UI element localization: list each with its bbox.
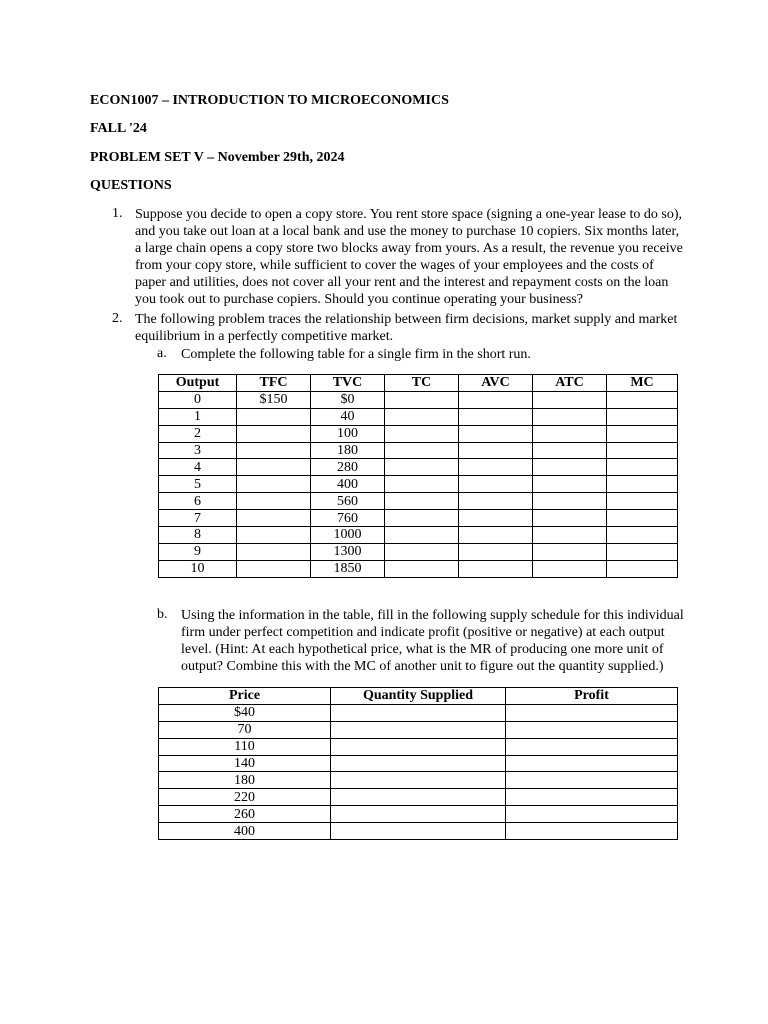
part-b-marker: b. <box>157 607 168 622</box>
question-2-number: 2. <box>112 311 123 326</box>
cost-table-body <box>159 391 678 577</box>
table-cell: 9 <box>159 543 237 560</box>
supply-table <box>158 687 678 840</box>
table-cell <box>607 510 678 527</box>
course-title: ECON1007 – INTRODUCTION TO MICROECONOMICS <box>90 93 449 108</box>
table-cell <box>459 543 533 560</box>
table-cell: $0 <box>311 391 385 408</box>
supply-table-row <box>159 823 678 840</box>
table-cell <box>459 493 533 510</box>
col-header-tc: TC <box>385 375 459 392</box>
table-cell <box>331 738 506 755</box>
table-cell <box>506 772 678 789</box>
table-cell: 1000 <box>311 527 385 544</box>
table-cell: 70 <box>159 721 331 738</box>
table-cell: 280 <box>311 459 385 476</box>
table-cell <box>533 408 607 425</box>
col-header-avc: AVC <box>459 375 533 392</box>
table-cell: 0 <box>159 391 237 408</box>
table-cell: 180 <box>311 442 385 459</box>
supply-table-row <box>159 738 678 755</box>
supply-table-header-row <box>159 688 678 705</box>
table-cell <box>331 823 506 840</box>
question-1-line: from your copy store, while sufficient to cover the wages of your employees and the costs of <box>135 258 654 273</box>
table-cell: 400 <box>311 476 385 493</box>
supply-table-row <box>159 721 678 738</box>
table-cell <box>506 755 678 772</box>
cost-table-row <box>159 543 678 560</box>
problem-set-title: PROBLEM SET V – November 29th, 2024 <box>90 150 345 165</box>
cost-table-row <box>159 560 678 577</box>
cost-table-row <box>159 493 678 510</box>
table-cell <box>506 806 678 823</box>
table-cell <box>385 510 459 527</box>
supply-table-row <box>159 789 678 806</box>
table-cell <box>506 721 678 738</box>
table-cell <box>607 543 678 560</box>
table-cell <box>385 425 459 442</box>
table-cell <box>607 391 678 408</box>
table-cell <box>533 425 607 442</box>
table-cell: 140 <box>159 755 331 772</box>
table-cell: 180 <box>159 772 331 789</box>
table-cell: 1300 <box>311 543 385 560</box>
table-cell: 400 <box>159 823 331 840</box>
cost-table-row <box>159 425 678 442</box>
table-cell <box>459 560 533 577</box>
table-cell <box>607 493 678 510</box>
table-cell <box>385 391 459 408</box>
supply-table-row <box>159 772 678 789</box>
table-cell <box>459 510 533 527</box>
table-cell: 7 <box>159 510 237 527</box>
cost-table-row <box>159 391 678 408</box>
table-cell: 2 <box>159 425 237 442</box>
table-cell <box>237 510 311 527</box>
col-header-profit: Profit <box>506 688 678 705</box>
question-1-line: paper and utilities, does not cover all your rent and the interest and repayment costs on the loan <box>135 275 669 290</box>
col-header-tvc: TVC <box>311 375 385 392</box>
table-cell: 8 <box>159 527 237 544</box>
cost-table-row <box>159 476 678 493</box>
table-cell <box>607 442 678 459</box>
table-cell <box>506 738 678 755</box>
question-2-line: equilibrium in a perfectly competitive market. <box>135 329 394 344</box>
table-cell <box>533 476 607 493</box>
table-cell <box>459 425 533 442</box>
part-b-line: firm under perfect competition and indicate profit (positive or negative) at each output <box>181 625 665 640</box>
table-cell: 220 <box>159 789 331 806</box>
table-cell: 5 <box>159 476 237 493</box>
table-cell <box>385 408 459 425</box>
table-cell <box>506 823 678 840</box>
col-header-mc: MC <box>607 375 678 392</box>
table-cell <box>385 543 459 560</box>
question-1-line: you took out to purchase copiers. Should you continue operating your business? <box>135 292 583 307</box>
table-cell <box>533 560 607 577</box>
table-cell <box>237 425 311 442</box>
table-cell <box>459 459 533 476</box>
supply-table-row <box>159 806 678 823</box>
col-header-output: Output <box>159 375 237 392</box>
table-cell <box>533 527 607 544</box>
table-cell <box>331 772 506 789</box>
table-cell <box>331 721 506 738</box>
cost-table <box>158 374 678 578</box>
table-cell: 10 <box>159 560 237 577</box>
part-a-marker: a. <box>157 346 167 361</box>
part-b-text <box>181 607 691 675</box>
table-cell <box>237 442 311 459</box>
table-cell: 6 <box>159 493 237 510</box>
table-cell <box>385 459 459 476</box>
question-1-line: and you take out loan at a local bank and use the money to purchase 10 copiers. Six months later, <box>135 224 680 239</box>
table-cell: 110 <box>159 738 331 755</box>
table-cell <box>533 391 607 408</box>
table-cell <box>237 543 311 560</box>
supply-table-row <box>159 755 678 772</box>
table-cell <box>237 408 311 425</box>
section-heading: QUESTIONS <box>90 178 172 193</box>
table-cell: 560 <box>311 493 385 510</box>
table-cell: $40 <box>159 704 331 721</box>
table-cell <box>331 789 506 806</box>
table-cell: 100 <box>311 425 385 442</box>
part-b-line: output? Combine this with the MC of another unit to figure out the quantity supplied.) <box>181 659 664 674</box>
table-cell <box>607 408 678 425</box>
table-cell <box>237 476 311 493</box>
part-a-text: Complete the following table for a single firm in the short run. <box>181 347 531 362</box>
table-cell <box>533 510 607 527</box>
table-cell <box>459 442 533 459</box>
table-cell <box>237 493 311 510</box>
table-cell <box>331 755 506 772</box>
table-cell <box>459 527 533 544</box>
table-cell: 260 <box>159 806 331 823</box>
question-1-line: Suppose you decide to open a copy store. You rent store space (signing a one-year lease to do so), <box>135 207 683 222</box>
question-2-text <box>135 311 685 345</box>
part-b-line: level. (Hint: At each hypothetical price, what is the MR of producing one more unit of <box>181 642 664 657</box>
table-cell: 3 <box>159 442 237 459</box>
table-cell <box>385 527 459 544</box>
table-cell <box>385 560 459 577</box>
question-1-number: 1. <box>112 206 123 221</box>
table-cell <box>331 704 506 721</box>
cost-table-row <box>159 510 678 527</box>
table-cell <box>607 476 678 493</box>
table-cell <box>533 493 607 510</box>
table-cell <box>607 527 678 544</box>
cost-table-header-row <box>159 375 678 392</box>
table-cell <box>385 442 459 459</box>
question-2-line: The following problem traces the relationship between firm decisions, market supply and market <box>135 312 678 327</box>
table-cell <box>237 527 311 544</box>
table-cell <box>237 459 311 476</box>
cost-table-row <box>159 527 678 544</box>
col-header-atc: ATC <box>533 375 607 392</box>
table-cell <box>533 459 607 476</box>
term-label: FALL '24 <box>90 121 147 136</box>
table-cell <box>607 560 678 577</box>
supply-table-body <box>159 704 678 839</box>
table-cell: 760 <box>311 510 385 527</box>
table-cell <box>533 442 607 459</box>
table-cell <box>237 560 311 577</box>
part-b-line: Using the information in the table, fill in the following supply schedule for this individual <box>181 608 684 623</box>
table-cell <box>385 476 459 493</box>
question-1-text <box>135 206 685 308</box>
table-cell <box>607 425 678 442</box>
table-cell <box>506 704 678 721</box>
table-cell <box>331 806 506 823</box>
table-cell: $150 <box>237 391 311 408</box>
cost-table-row <box>159 459 678 476</box>
table-cell <box>385 493 459 510</box>
col-header-price: Price <box>159 688 331 705</box>
supply-table-row <box>159 704 678 721</box>
question-1-line: a large chain opens a copy store two blocks away from yours. As a result, the revenue you receive <box>135 241 683 256</box>
col-header-quantity-supplied: Quantity Supplied <box>331 688 506 705</box>
table-cell <box>459 476 533 493</box>
table-cell <box>459 391 533 408</box>
table-cell: 40 <box>311 408 385 425</box>
table-cell <box>459 408 533 425</box>
col-header-tfc: TFC <box>237 375 311 392</box>
cost-table-row <box>159 408 678 425</box>
table-cell <box>533 543 607 560</box>
table-cell: 1850 <box>311 560 385 577</box>
table-cell <box>506 789 678 806</box>
cost-table-row <box>159 442 678 459</box>
table-cell: 4 <box>159 459 237 476</box>
table-cell: 1 <box>159 408 237 425</box>
table-cell <box>607 459 678 476</box>
